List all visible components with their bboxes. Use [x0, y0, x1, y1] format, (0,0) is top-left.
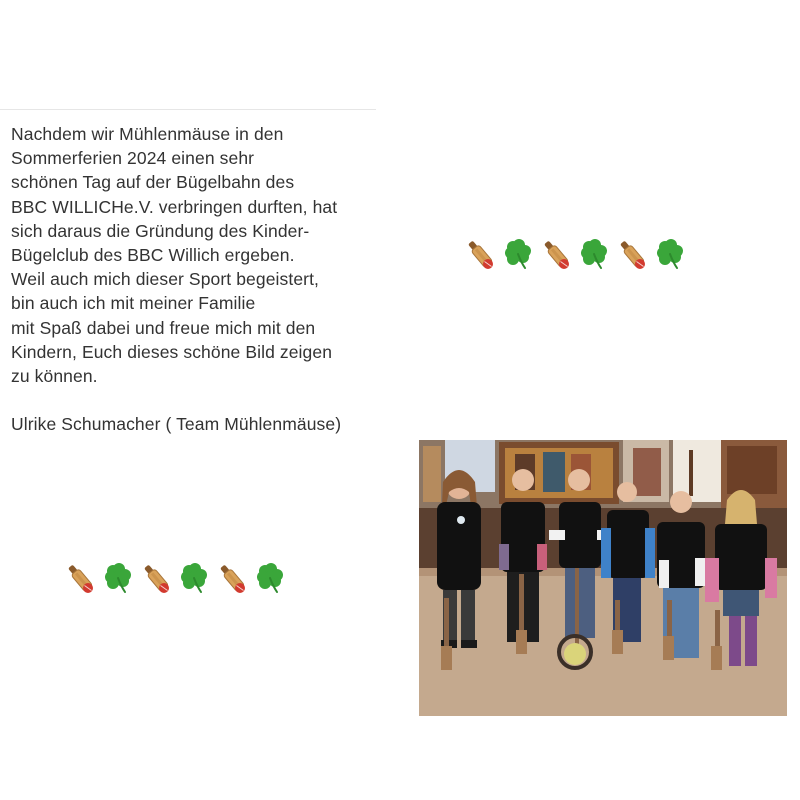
four-leaf-clover-icon — [252, 560, 288, 596]
cricket-bat-icon — [214, 560, 250, 596]
four-leaf-clover-icon — [176, 560, 212, 596]
post-line: mit Spaß dabei und freue mich mit den — [11, 317, 316, 338]
post-line: bin auch ich mit meiner Familie — [11, 293, 256, 314]
post-line: sich daraus die Gründung des Kinder- — [11, 220, 310, 241]
four-leaf-clover-icon — [500, 236, 536, 272]
post-signature: Ulrike Schumacher ( Team Mühlenmäuse) — [11, 414, 342, 435]
post-line: Nachdem wir Mühlenmäuse in den — [11, 124, 284, 144]
team-photo[interactable] — [419, 440, 787, 716]
cricket-bat-icon — [138, 560, 174, 596]
emoji-row-right — [462, 236, 688, 272]
four-leaf-clover-icon — [652, 236, 688, 272]
paragraph-gap — [11, 388, 381, 412]
cricket-bat-icon — [538, 236, 574, 272]
post-line: Weil auch mich dieser Sport begeistert, — [11, 269, 320, 290]
cricket-bat-icon — [614, 236, 650, 272]
post-line: Kindern, Euch dieses schöne Bild zeigen — [11, 341, 333, 362]
emoji-row-left — [62, 560, 288, 596]
post-line: BBC WILLICHe.V. verbringen durften, hat — [11, 196, 338, 217]
post-line: Bügelclub des BBC Willich ergeben. — [11, 245, 295, 266]
cricket-bat-icon — [462, 236, 498, 272]
post-line: Sommerferien 2024 einen sehr — [11, 148, 255, 169]
post-line: zu können. — [11, 366, 98, 387]
team-photo-image — [419, 440, 787, 716]
top-divider — [0, 109, 376, 110]
post-line: schönen Tag auf der Bügelbahn des — [11, 172, 295, 193]
four-leaf-clover-icon — [100, 560, 136, 596]
cricket-bat-icon — [62, 560, 98, 596]
four-leaf-clover-icon — [576, 236, 612, 272]
post-text — [11, 122, 381, 436]
